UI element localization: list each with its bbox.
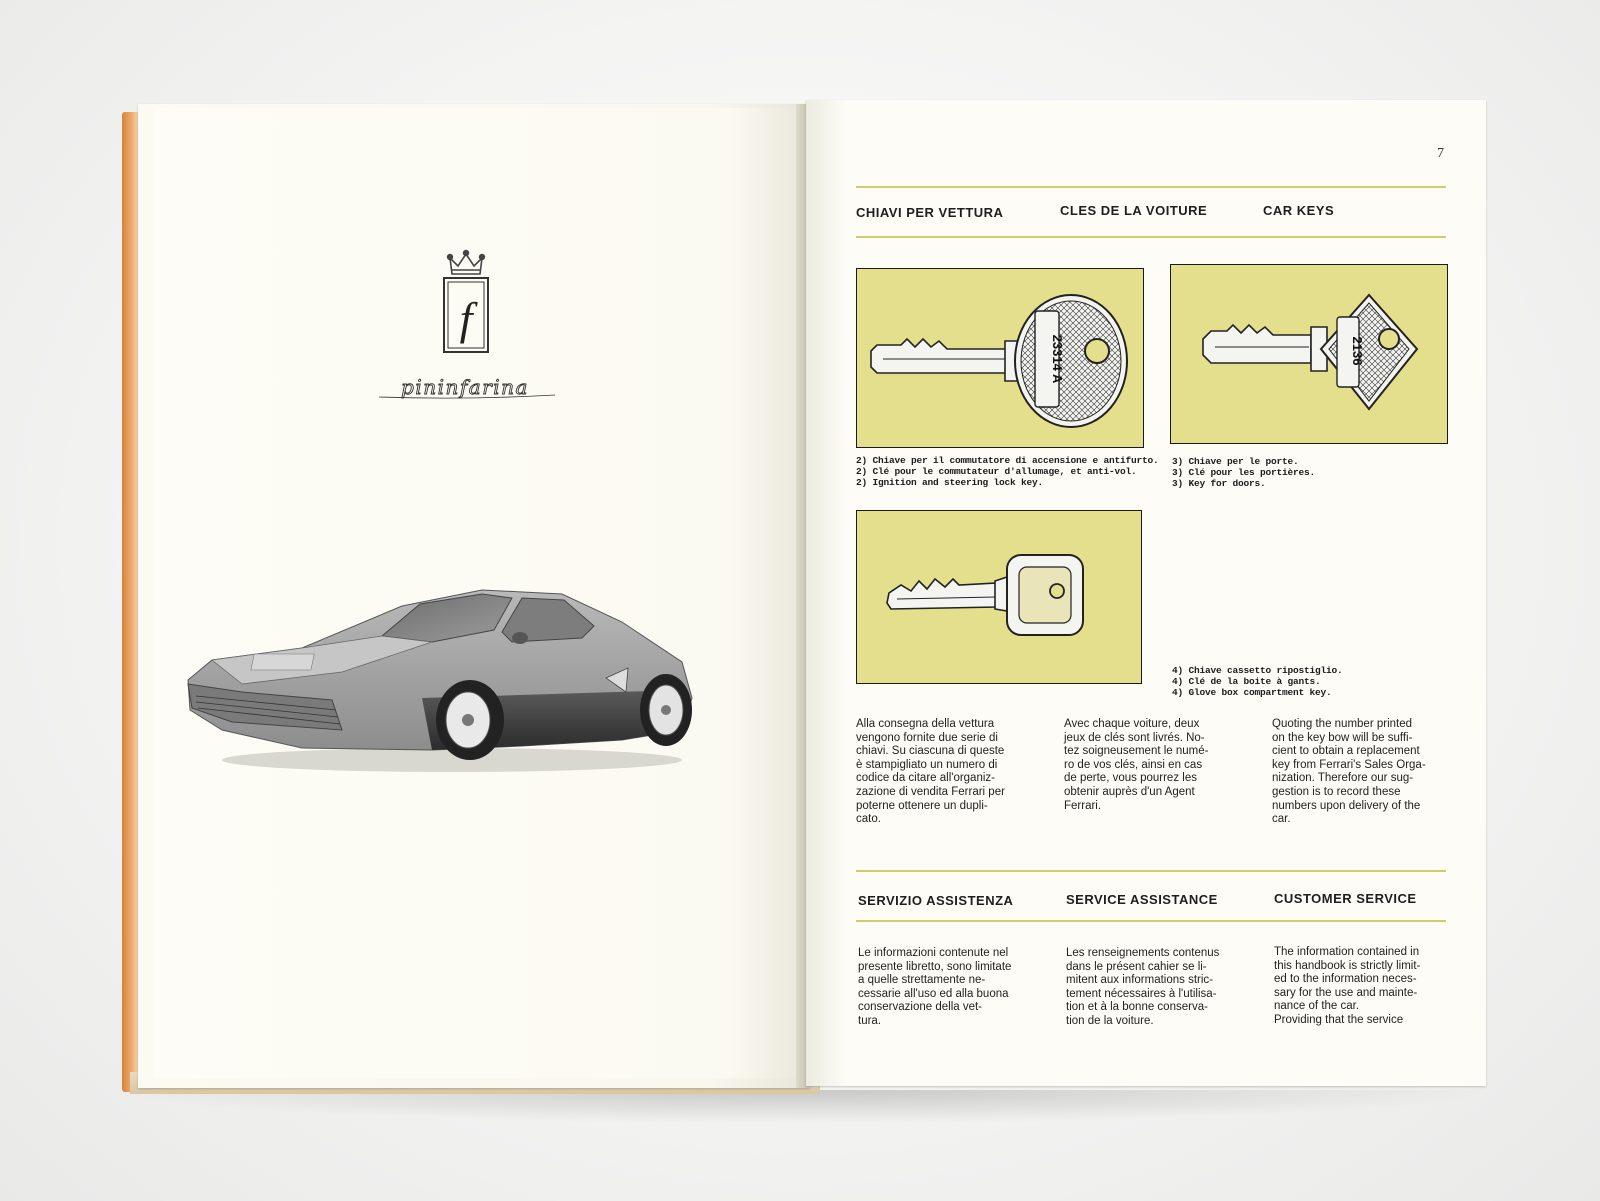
ignition-key-icon — [857, 269, 1143, 447]
caption-line: 3) Clé pour les portières. — [1172, 467, 1316, 478]
glovebox-key-caption — [1172, 665, 1343, 698]
service-text-english: The information contained in this handbook is strictly limit- ed to the information neces- sary for the use and mainte- nance of the car. Providing that the service — [1274, 946, 1421, 1026]
caption-line: 3) Key for doors. — [1172, 478, 1266, 489]
ignition-key-panel — [856, 268, 1144, 448]
caption-line: 2) Chiave per il commutatore di accensione e antifurto. — [856, 455, 1159, 466]
brand-script-text: pininfarina — [401, 375, 529, 399]
ferrari-car-photo — [182, 580, 712, 780]
section1-top-rule — [856, 186, 1446, 188]
heading-fr-keys: CLES DE LA VOITURE — [1060, 203, 1208, 218]
caption-line: 2) Ignition and steering lock key. — [856, 477, 1044, 488]
book-cover-edge — [122, 112, 138, 1092]
ignition-key-number: 23314 A — [1050, 334, 1065, 384]
door-key-number: 2136 — [1350, 336, 1365, 366]
keys-text-french: Avec chaque voiture, deux jeux de clés sont livrés. No- tez soigneusement le numé- ro de vos clés, ainsi en cas de perte, vous pourrez les obtenir auprès d'un Agent Ferrari. — [1064, 718, 1209, 812]
book-shadow — [108, 1090, 1498, 1124]
caption-line: 4) Chiave cassetto ripostiglio. — [1172, 665, 1343, 676]
door-key-caption — [1172, 456, 1315, 489]
page-number: 7 — [1437, 146, 1444, 161]
section2-top-rule — [856, 870, 1446, 872]
service-text-french: Les renseignements contenus dans le présent cahier se li- mitent aux informations stric- tement nécessaires à l'utilisa- tion et à la bonne conserva- tion de la voiture. — [1066, 947, 1220, 1027]
glovebox-key-panel — [856, 510, 1142, 684]
heading-it-keys: CHIAVI PER VETTURA — [856, 205, 1004, 220]
heading-it-service: SERVIZIO ASSISTENZA — [858, 893, 1014, 908]
service-text-italian: Le informazioni contenute nel presente libretto, sono limitate a quelle strettamente ne- cessarie all'uso ed alla buona conservazione della vet- tura. — [858, 947, 1012, 1027]
ignition-key-caption — [856, 455, 1159, 488]
logo-letter: f — [459, 293, 473, 344]
door-key-icon — [1171, 265, 1447, 443]
heading-fr-service: SERVICE ASSISTANCE — [1066, 892, 1218, 907]
heading-en-keys: CAR KEYS — [1263, 203, 1335, 218]
caption-line: 2) Clé pour le commutateur d'allumage, et anti-vol. — [856, 466, 1137, 477]
caption-line: 4) Glove box compartment key. — [1172, 687, 1332, 698]
caption-line: 3) Chiave per le porte. — [1172, 456, 1299, 467]
keys-text-italian: Alla consegna della vettura vengono fornite due serie di chiavi. Su ciascuna di queste è stampigliato un numero di codice da citare all'organiz- zazione di vendita Ferrari per poterne ottenere un dupli- cato. — [856, 718, 1005, 826]
keys-text-english: Quoting the number printed on the key bow will be suffi- cient to obtain a replacement key from Ferrari's Sales Orga- nization. Therefore our sug- gestion is to record these numbers upon delivery of the car. — [1272, 718, 1426, 826]
door-key-panel — [1170, 264, 1448, 444]
heading-en-service: CUSTOMER SERVICE — [1274, 891, 1417, 906]
pininfarina-logo — [436, 248, 496, 358]
section1-bottom-rule — [856, 236, 1446, 238]
glovebox-key-icon — [857, 511, 1141, 683]
pininfarina-script — [365, 374, 565, 402]
caption-line: 4) Clé de la boite à gants. — [1172, 676, 1321, 687]
section2-bottom-rule — [856, 920, 1446, 922]
